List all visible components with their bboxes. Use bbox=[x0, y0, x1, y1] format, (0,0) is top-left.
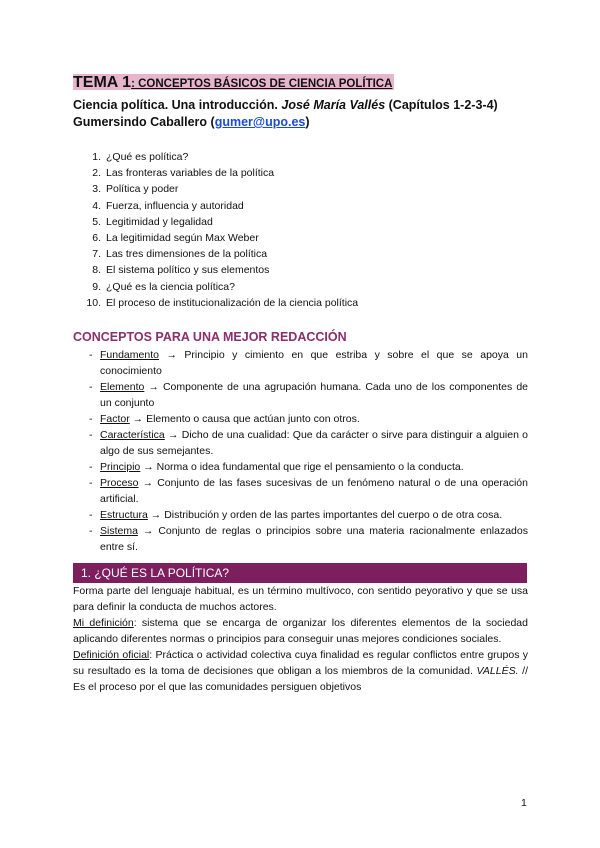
teacher-line bbox=[73, 114, 528, 130]
title-highlight bbox=[73, 74, 394, 90]
toc-label: La legitimidad según Max Weber bbox=[106, 232, 259, 245]
concept-term: Elemento bbox=[100, 381, 145, 394]
concept-definition: → Elemento o causa que actúan junto con otros. bbox=[129, 413, 360, 426]
concept-item bbox=[73, 523, 528, 555]
bullet-dash: - bbox=[89, 509, 93, 522]
toc-number: 10. bbox=[86, 296, 101, 309]
toc-label: Las tres dimensiones de la política bbox=[106, 248, 268, 261]
concept-term: Factor bbox=[100, 413, 130, 426]
document-page bbox=[73, 74, 528, 695]
bullet-dash: - bbox=[89, 413, 93, 426]
book-title: Ciencia política. Una introducción. bbox=[73, 98, 278, 112]
concept-definition: → Distribución y orden de las partes importantes del cuerpo o de otra cosa. bbox=[147, 509, 503, 522]
toc-label: El proceso de institucionalización de la ciencia política bbox=[106, 296, 359, 309]
official-definition-text: : Práctica o actividad colectiva cuya finalidad es regular conflictos entre grupos y su resultado es la toma de decisiones que obligan a los miembros de la comunidad. bbox=[73, 649, 529, 678]
page-number: 1 bbox=[521, 797, 527, 809]
toc-label: Política y poder bbox=[106, 183, 179, 196]
concept-item bbox=[73, 507, 528, 523]
concept-definition: → Dicho de una cualidad: Que da carácter o sirve para distinguir a alguien o algo de sus semejantes. bbox=[100, 429, 528, 458]
bullet-dash: - bbox=[89, 349, 93, 362]
teacher-close: ) bbox=[305, 115, 310, 129]
concepts-list bbox=[73, 347, 528, 555]
concept-item bbox=[73, 347, 528, 379]
toc-number: 5. bbox=[92, 215, 101, 228]
toc-item bbox=[73, 214, 528, 230]
bullet-dash: - bbox=[89, 381, 93, 394]
toc-label: Legitimidad y legalidad bbox=[106, 215, 213, 228]
toc-label: Las fronteras variables de la política bbox=[106, 167, 275, 180]
concept-term: Sistema bbox=[100, 525, 138, 538]
concept-definition: → Conjunto de reglas o principios sobre una materia racionalmente enlazados entre sí. bbox=[100, 525, 528, 554]
bullet-dash: - bbox=[89, 525, 93, 538]
concept-term: Característica bbox=[100, 429, 165, 442]
official-definition-label: Definición oficial bbox=[73, 649, 150, 662]
toc-number: 4. bbox=[92, 199, 101, 212]
concept-definition: → Norma o idea fundamental que rige el pensamiento o la conducta. bbox=[140, 461, 464, 474]
document-title bbox=[73, 74, 528, 93]
concept-definition: → Conjunto de las fases sucesivas de un fenómeno natural o de una operación artificial. bbox=[100, 477, 528, 506]
concept-item bbox=[73, 427, 528, 459]
concepts-heading: CONCEPTOS PARA UNA MEJOR REDACCIÓN bbox=[73, 330, 347, 345]
bullet-dash: - bbox=[89, 429, 93, 442]
book-author: José María Vallés bbox=[281, 98, 386, 112]
toc-item bbox=[73, 149, 528, 165]
teacher-name: Gumersindo Caballero ( bbox=[73, 115, 215, 129]
toc-item bbox=[73, 198, 528, 214]
title-topic: : CONCEPTOS BÁSICOS DE CIENCIA POLÍTICA bbox=[131, 78, 393, 90]
title-tema: TEMA 1 bbox=[73, 74, 132, 91]
toc-item bbox=[73, 246, 528, 262]
toc-item bbox=[73, 165, 528, 181]
my-definition-label: Mi definición bbox=[73, 617, 134, 630]
concept-term: Fundamento bbox=[100, 349, 159, 362]
concept-item bbox=[73, 459, 528, 475]
bullet-dash: - bbox=[89, 477, 93, 490]
toc-label: ¿Qué es política? bbox=[106, 151, 189, 163]
bullet-dash: - bbox=[89, 461, 93, 474]
book-reference bbox=[73, 97, 528, 113]
concept-item bbox=[73, 379, 528, 411]
section-1-intro: Forma parte del lenguaje habitual, es un término multívoco, con sentido peyorativo y que se usa para definir la conducta de muchos actores. bbox=[73, 585, 528, 614]
table-of-contents bbox=[73, 149, 528, 311]
my-definition-text: : sistema que se encarga de organizar los diferentes elementos de la sociedad aplicando diferentes normas o principios para conseguir unas mejores condiciones sociales. bbox=[73, 617, 528, 646]
concept-item bbox=[73, 411, 528, 427]
official-definition-tail: // Es el proceso por el que las comunidades persiguen objetivos bbox=[73, 665, 528, 694]
toc-number: 7. bbox=[92, 248, 101, 261]
official-definition bbox=[73, 647, 528, 695]
toc-label: El sistema político y sus elementos bbox=[106, 264, 270, 277]
section-1-heading: 1. ¿QUÉ ES LA POLÍTICA? bbox=[73, 563, 527, 583]
concept-definition: → Componente de una agrupación humana. Cada uno de los componentes de un conjunto bbox=[100, 381, 528, 410]
toc-item bbox=[73, 230, 528, 246]
toc-number: 3. bbox=[92, 183, 101, 196]
toc-item bbox=[73, 181, 528, 197]
concept-item bbox=[73, 475, 528, 507]
concept-term: Proceso bbox=[100, 477, 139, 490]
toc-number: 9. bbox=[92, 280, 101, 293]
official-definition-author: VALLÉS. bbox=[476, 665, 519, 678]
toc-label: Fuerza, influencia y autoridad bbox=[106, 199, 244, 212]
toc-label: ¿Qué es la ciencia política? bbox=[106, 280, 235, 293]
my-definition bbox=[73, 615, 528, 647]
toc-item bbox=[73, 279, 528, 295]
toc-item bbox=[73, 295, 528, 311]
teacher-email-link[interactable]: gumer@upo.es bbox=[214, 115, 306, 129]
toc-number: 8. bbox=[92, 264, 101, 277]
book-chapters: (Capítulos 1-2-3-4) bbox=[388, 98, 498, 112]
toc-number: 1. bbox=[92, 151, 101, 163]
concept-term: Principio bbox=[100, 461, 141, 474]
concept-term: Estructura bbox=[100, 509, 148, 522]
toc-item bbox=[73, 262, 528, 278]
toc-number: 2. bbox=[92, 167, 101, 180]
concept-definition: → Principio y cimiento en que estriba y sobre el que se apoya un conocimiento bbox=[100, 349, 528, 378]
toc-number: 6. bbox=[92, 232, 101, 245]
